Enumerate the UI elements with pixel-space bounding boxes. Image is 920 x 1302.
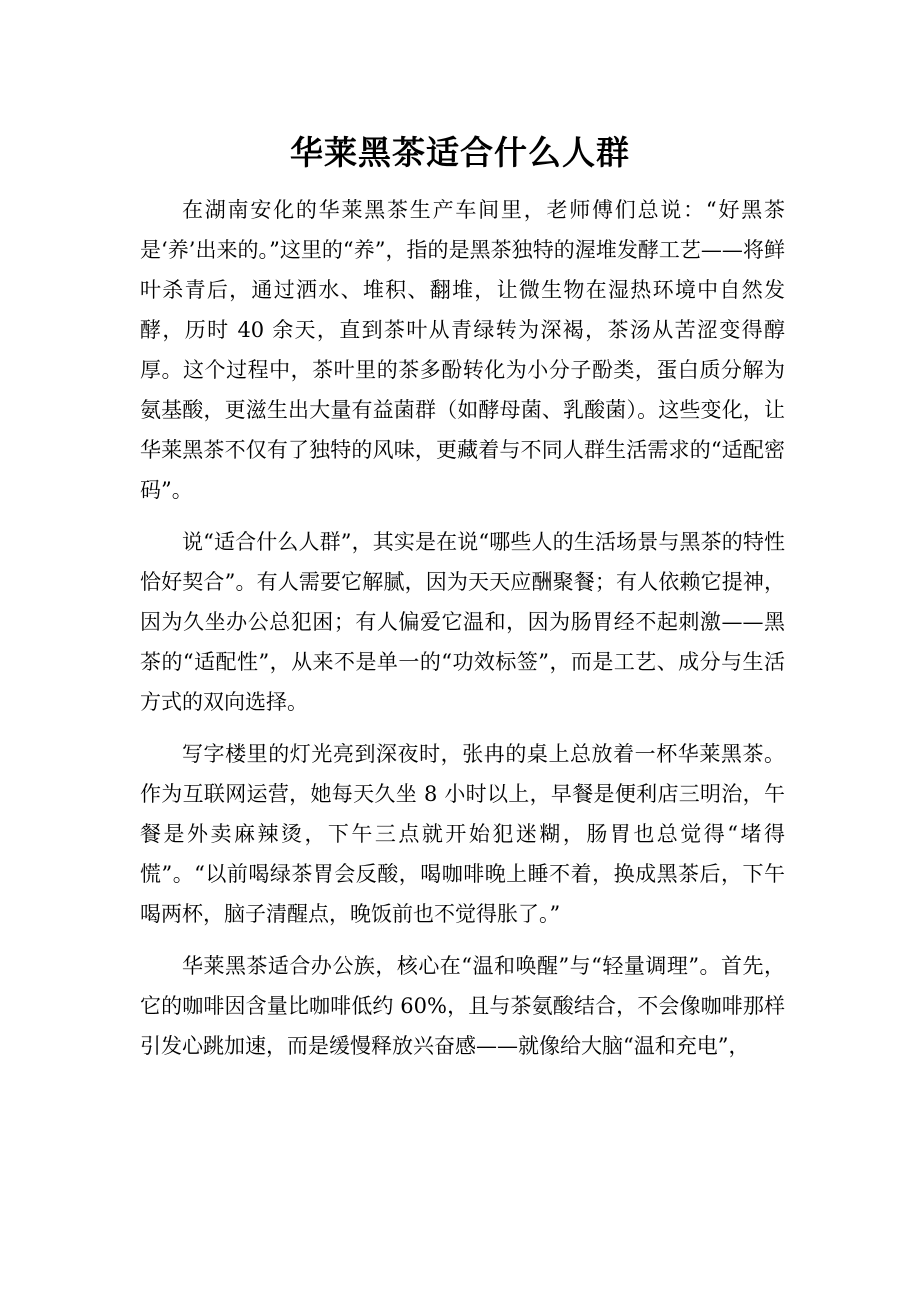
document-title: 华莱黑茶适合什么人群 (290, 133, 630, 172)
paragraph-office-worker-story: 写字楼里的灯光亮到深夜时，张冉的桌上总放着一杯华莱黑茶。作为互联网运营，她每天久坐 8 小时以上，早餐是便利店三明治，午餐是外卖麻辣烫，下午三点就开始犯迷糊，肠胃也总觉得“堵得慌”。“以前喝绿茶胃会反酸，喝咖啡晚上睡不着，换成黑茶后，下午喝两杯，脑子清醒点，晚饭前也不觉得胀了。” (140, 742, 785, 926)
paragraph-office-worker-benefits: 华莱黑茶适合办公族，核心在“温和唤醒”与“轻量调理”。首先，它的咖啡因含量比咖啡低约 60%，且与茶氨酸结合，不会像咖啡那样引发心跳加速，而是缓慢释放兴奋感——就像给大脑“温和充电”， (140, 954, 785, 1058)
paragraph-intro-fermentation: 在湖南安化的华莱黑茶生产车间里，老师傅们总说：“好黑茶是‘养’出来的。”这里的“养”，指的是黑茶独特的渥堆发酵工艺——将鲜叶杀青后，通过洒水、堆积、翻堆，让微生物在湿热环境中自然发酵，历时 40 余天，直到茶叶从青绿转为深褐，茶汤从苦涩变得醇厚。这个过程中，茶叶里的茶多酚转化为小分子酚类，蛋白质分解为氨基酸，更滋生出大量有益菌群（如酵母菌、乳酸菌）。这些变化，让华莱黑茶不仅有了独特的风味，更藏着与不同人群生活需求的“适配密码”。 (140, 198, 785, 502)
document-body (140, 190, 785, 1078)
paragraph-suitable-people: 说“适合什么人群”，其实是在说“哪些人的生活场景与黑茶的特性恰好契合”。有人需要它解腻，因为天天应酬聚餐；有人依赖它提神，因为久坐办公总犯困；有人偏爱它温和，因为肠胃经不起刺激——黑茶的“适配性”，从来不是单一的“功效标签”，而是工艺、成分与生活方式的双向选择。 (140, 530, 785, 714)
